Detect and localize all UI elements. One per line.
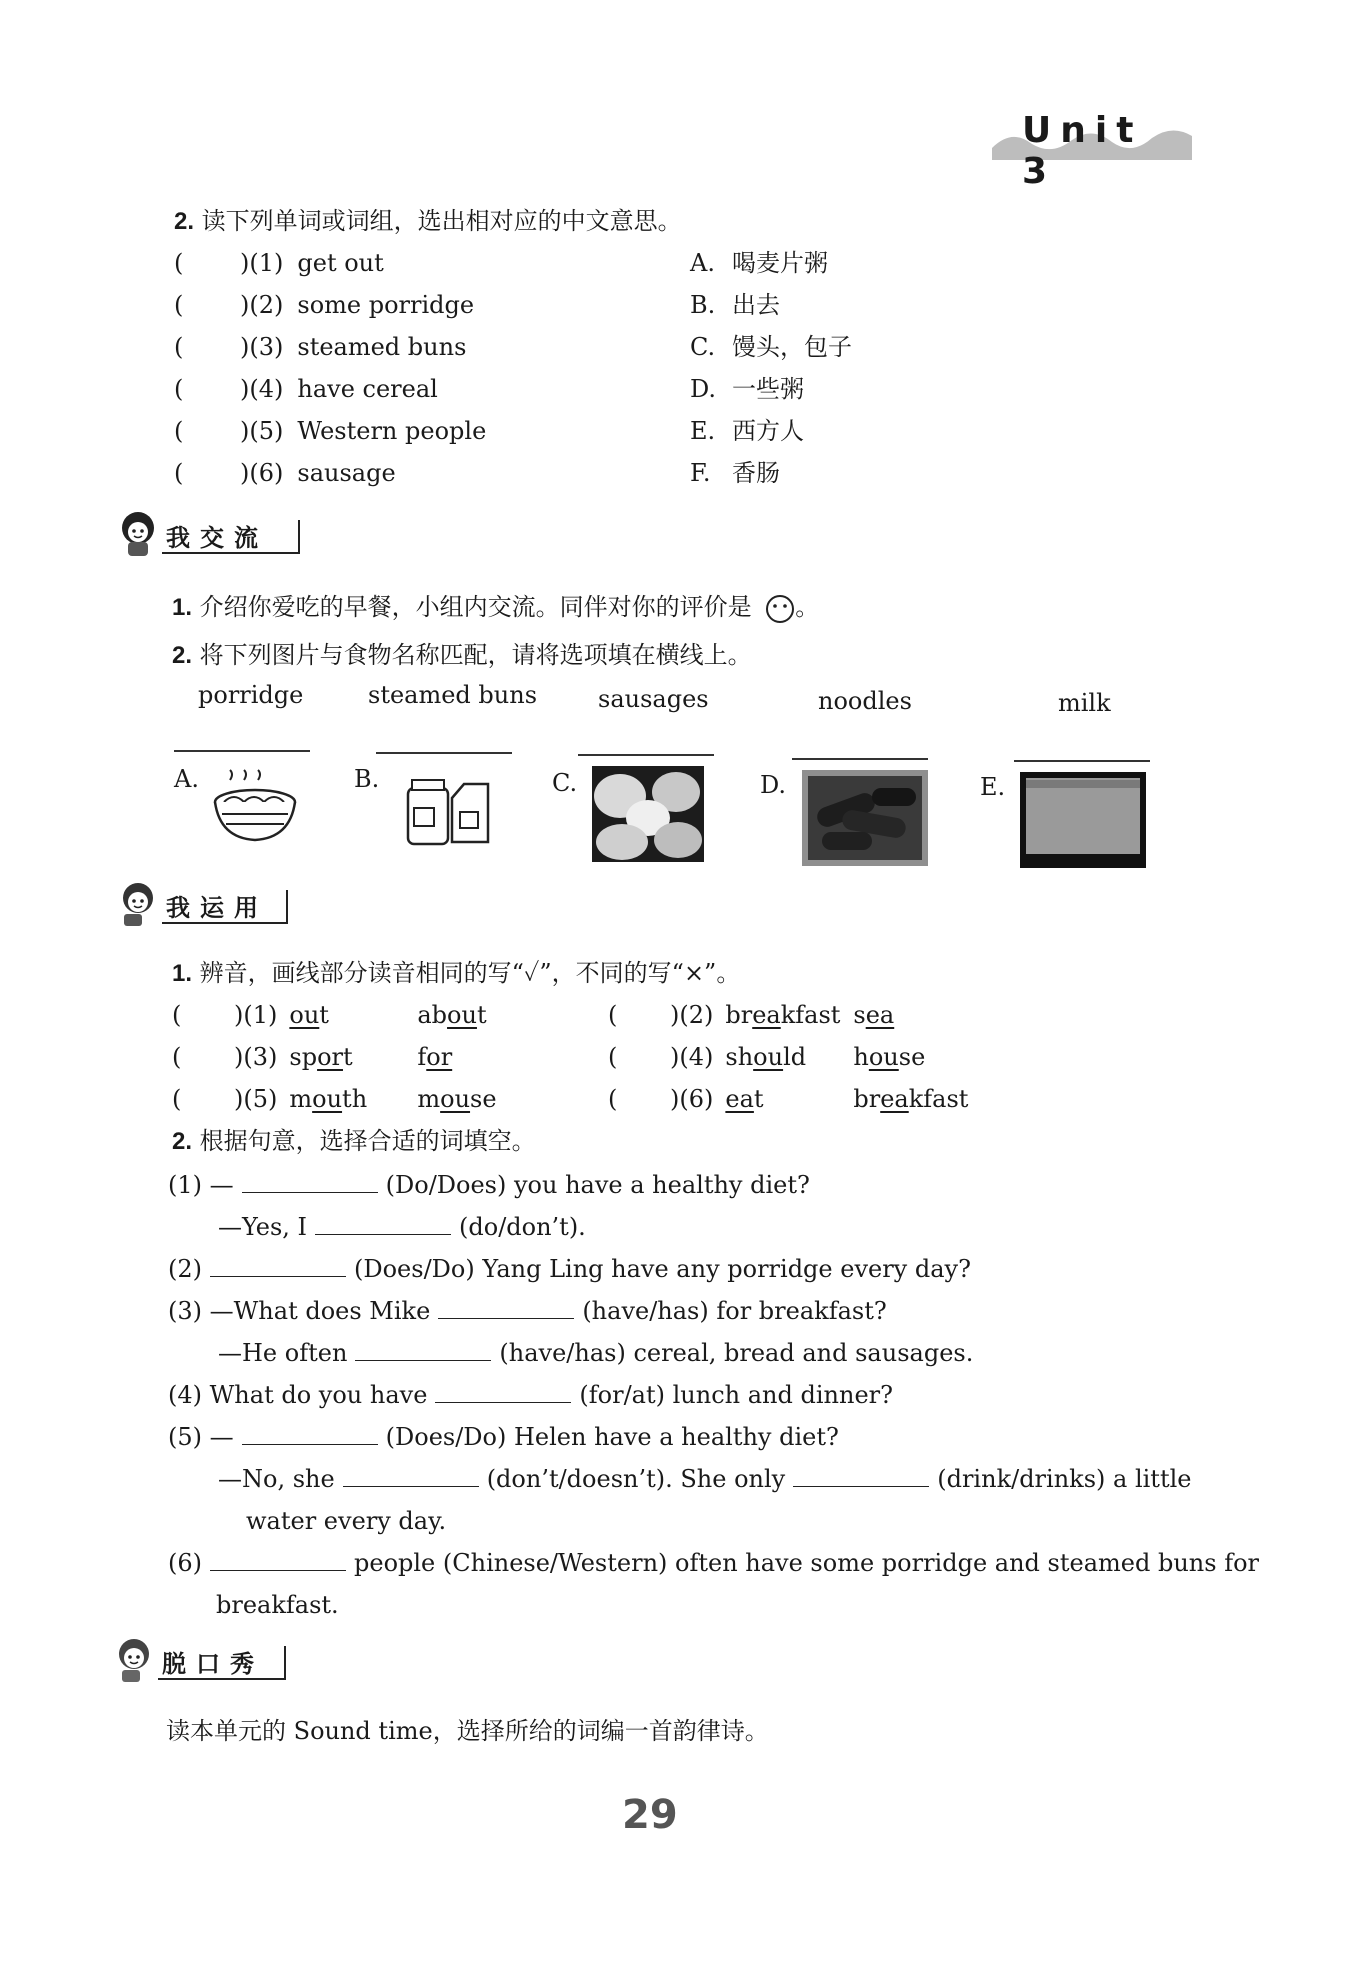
section-header-talk	[112, 1634, 292, 1682]
word-part: t	[319, 1001, 329, 1029]
use-q1	[172, 958, 740, 989]
picture-letter-e: E.	[980, 773, 1006, 801]
sentence-text: —He often	[218, 1339, 348, 1367]
chinese-meaning: 一些粥	[732, 375, 804, 403]
section1-question	[174, 206, 682, 237]
question-number: 2.	[174, 208, 195, 235]
word-two	[853, 1043, 925, 1071]
sentence-number: (3)	[168, 1297, 202, 1325]
matching-row	[174, 248, 384, 278]
answer-bracket[interactable]: (	[172, 1001, 182, 1029]
answer-line-sausages[interactable]	[578, 754, 714, 756]
underlined-part: or	[426, 1043, 453, 1071]
underlined-part: or	[317, 1043, 343, 1071]
word-part: kfast	[908, 1085, 969, 1113]
chinese-meaning: 香肠	[732, 459, 780, 487]
answer-bracket-close: )	[240, 333, 250, 361]
word-two	[417, 1085, 496, 1113]
answer-bracket[interactable]: (	[174, 291, 184, 319]
sausages-photo	[802, 770, 928, 866]
sentence-5b	[218, 1464, 1191, 1494]
matching-row	[174, 290, 474, 320]
sentence-5c: water every day.	[246, 1507, 447, 1535]
english-phrase: some porridge	[297, 291, 475, 319]
word-part: t	[476, 1001, 487, 1029]
answer-bracket-close: )	[234, 1085, 244, 1113]
answer-bracket-close: )	[670, 1085, 680, 1113]
english-phrase: have cereal	[297, 375, 438, 403]
food-name-porridge: porridge	[198, 681, 304, 709]
phonics-row	[172, 1042, 452, 1072]
item-number: (1)	[249, 249, 284, 277]
underlined-part: ou	[868, 1043, 899, 1071]
chinese-meaning: 出去	[732, 291, 780, 319]
word-one	[289, 1084, 417, 1114]
unit-title: Unit 3	[1022, 110, 1143, 192]
sentence-text: (have/has) cereal, bread and sausages.	[499, 1339, 974, 1367]
food-name-sausages: sausages	[598, 685, 709, 713]
question-number: 2.	[172, 1128, 193, 1155]
word-one	[725, 1084, 853, 1114]
underlined-part: ou	[447, 1001, 477, 1029]
option-letter: E.	[690, 417, 716, 445]
word-part: h	[853, 1043, 869, 1071]
exchange-q2	[172, 640, 752, 671]
unit-banner	[992, 108, 1192, 192]
sentence-text: (do/don’t).	[459, 1213, 586, 1241]
sentence-2	[168, 1254, 971, 1284]
matching-option	[690, 416, 804, 446]
underlined-part: ea	[880, 1085, 909, 1113]
word-one	[289, 1000, 417, 1030]
question-text: 辨音，画线部分读音相同的写“✓”，不同的写“×”。	[199, 959, 741, 987]
picture-letter-c: C.	[552, 769, 578, 797]
sentence-text: (Does/Do) Helen have a healthy diet?	[385, 1423, 839, 1451]
option-letter: D.	[690, 375, 717, 403]
answer-blank[interactable]	[242, 1422, 378, 1445]
answer-blank[interactable]	[793, 1464, 929, 1487]
answer-blank[interactable]	[435, 1380, 571, 1403]
answer-bracket[interactable]: (	[174, 417, 184, 445]
answer-line-porridge[interactable]	[174, 750, 310, 752]
sentence-6b: breakfast.	[216, 1591, 339, 1619]
sentence-text: (Do/Does) you have a healthy diet?	[385, 1171, 810, 1199]
item-number: (3)	[249, 333, 284, 361]
item-number: (2)	[679, 1001, 714, 1029]
phonics-row	[608, 1084, 968, 1114]
item-number: (1)	[243, 1001, 278, 1029]
word-part: br	[725, 1001, 753, 1029]
answer-blank[interactable]	[210, 1254, 346, 1277]
section-title: 我交流	[166, 524, 268, 552]
sentence-4	[168, 1380, 893, 1410]
item-number: (4)	[679, 1043, 714, 1071]
matching-option	[690, 332, 852, 362]
english-phrase: Western people	[297, 417, 487, 445]
phonics-row	[608, 1042, 925, 1072]
question-number: 1.	[172, 594, 193, 621]
option-letter: F.	[690, 459, 711, 487]
answer-bracket-close: )	[670, 1001, 680, 1029]
question-text: 介绍你爱吃的早餐，小组内交流。同伴对你的评价是	[199, 593, 752, 621]
porridge-photo	[1020, 772, 1146, 868]
sentence-1a	[168, 1170, 810, 1200]
word-two	[853, 1085, 968, 1113]
phonics-row	[172, 1084, 497, 1114]
answer-blank[interactable]	[315, 1212, 451, 1235]
answer-bracket-close: )	[234, 1043, 244, 1071]
dash: —	[209, 1423, 234, 1451]
item-number: (5)	[249, 417, 284, 445]
sentence-6	[168, 1548, 1259, 1578]
underlined-part: ou	[289, 1001, 320, 1029]
answer-blank[interactable]	[343, 1464, 479, 1487]
food-name-noodles: noodles	[818, 687, 912, 715]
section-header-exchange	[116, 508, 306, 556]
word-part: se	[470, 1085, 497, 1113]
use-q2	[172, 1126, 536, 1157]
word-part: s	[853, 1001, 866, 1029]
sentence-number: (6)	[168, 1549, 202, 1577]
option-letter: B.	[690, 291, 716, 319]
answer-bracket[interactable]: (	[174, 459, 184, 487]
answer-bracket[interactable]: (	[174, 333, 184, 361]
matching-row	[174, 332, 466, 362]
item-number: (4)	[249, 375, 284, 403]
english-phrase: sausage	[297, 459, 396, 487]
question-number: 2.	[172, 642, 193, 669]
sentence-number: (4)	[168, 1381, 202, 1409]
exchange-q1	[172, 592, 819, 624]
item-number: (2)	[249, 291, 284, 319]
word-two	[853, 1001, 894, 1029]
picture-letter-b: B.	[354, 765, 380, 793]
word-two	[417, 1043, 452, 1071]
item-number: (6)	[679, 1085, 714, 1113]
smiley-face-icon	[765, 594, 795, 624]
answer-line-steamed-buns[interactable]	[376, 752, 512, 754]
matching-option	[690, 458, 780, 488]
sentence-text: (drink/drinks) a little	[937, 1465, 1192, 1493]
page-number: 29	[622, 1792, 678, 1838]
english-phrase: get out	[297, 249, 384, 277]
answer-bracket-close: )	[240, 417, 250, 445]
option-letter: A.	[690, 249, 715, 277]
matching-option	[690, 248, 828, 278]
word-part: t	[342, 1043, 353, 1071]
answer-line-milk[interactable]	[1014, 760, 1150, 762]
word-part: sp	[289, 1043, 318, 1071]
sentence-number: (2)	[168, 1255, 202, 1283]
underlined-part: ou	[753, 1043, 784, 1071]
underlined-part: ea	[725, 1085, 754, 1113]
matching-row	[174, 416, 486, 446]
answer-bracket-close: )	[240, 459, 250, 487]
sentence-3b	[218, 1338, 973, 1368]
matching-option	[690, 290, 780, 320]
answer-bracket[interactable]: (	[608, 1001, 618, 1029]
answer-bracket[interactable]: (	[174, 375, 184, 403]
english-phrase: steamed buns	[297, 333, 467, 361]
sentence-number: (5)	[168, 1423, 202, 1451]
item-number: (3)	[243, 1043, 278, 1071]
word-part: th	[342, 1085, 368, 1113]
question-number: 1.	[172, 960, 193, 987]
food-name-milk: milk	[1058, 689, 1111, 717]
chinese-meaning: 西方人	[732, 417, 804, 445]
word-part: ab	[417, 1001, 448, 1029]
talk-instruction: 读本单元的 Sound time，选择所给的词编一首韵律诗。	[166, 1717, 769, 1745]
answer-bracket-close: )	[234, 1001, 244, 1029]
chinese-meaning: 喝麦片粥	[732, 249, 828, 277]
answer-bracket[interactable]: (	[172, 1043, 182, 1071]
word-one	[725, 1000, 853, 1030]
sentence-text: —No, she	[218, 1465, 335, 1493]
answer-bracket[interactable]: (	[172, 1085, 182, 1113]
answer-bracket[interactable]: (	[608, 1085, 618, 1113]
word-part: se	[898, 1043, 926, 1071]
sentence-text: (Does/Do) Yang Ling have any porridge every day?	[354, 1255, 971, 1283]
answer-blank[interactable]	[355, 1338, 491, 1361]
steamed-buns-photo	[592, 766, 704, 862]
question-end: 。	[795, 593, 820, 621]
sentence-3a	[168, 1296, 887, 1326]
mascot-icon	[112, 1634, 160, 1686]
question-text: 读下列单词或词组，选出相对应的中文意思。	[201, 207, 682, 235]
item-number: (6)	[249, 459, 284, 487]
word-two	[417, 1001, 486, 1029]
word-part: br	[853, 1085, 881, 1113]
dash: —	[209, 1171, 234, 1199]
word-part: sh	[725, 1043, 754, 1071]
word-part: ld	[783, 1043, 807, 1071]
food-name-steamed-buns: steamed buns	[368, 681, 538, 709]
word-part: t	[753, 1085, 764, 1113]
word-part: kfast	[780, 1001, 841, 1029]
sentence-text: people (Chinese/Western) often have some porridge and steamed buns for	[354, 1549, 1259, 1577]
answer-blank[interactable]	[242, 1170, 378, 1193]
answer-bracket-close: )	[240, 375, 250, 403]
word-part: m	[417, 1085, 441, 1113]
mascot-icon	[116, 508, 164, 560]
underlined-part: ou	[440, 1085, 471, 1113]
milk-cartons-icon	[404, 778, 492, 848]
word-one	[289, 1042, 417, 1072]
underlined-part: ea	[752, 1001, 781, 1029]
sentence-5a	[168, 1422, 839, 1452]
section-header-use	[116, 878, 296, 926]
answer-bracket[interactable]: (	[174, 249, 184, 277]
noodle-bowl-icon	[210, 762, 300, 844]
answer-line-noodles[interactable]	[792, 758, 928, 760]
phonics-row	[608, 1000, 894, 1030]
item-number: (5)	[243, 1085, 278, 1113]
picture-letter-d: D.	[760, 771, 787, 799]
answer-bracket-close: )	[670, 1043, 680, 1071]
sentence-text: What do you have	[209, 1381, 428, 1409]
word-part: m	[289, 1085, 313, 1113]
question-text: 将下列图片与食物名称匹配，请将选项填在横线上。	[199, 641, 752, 669]
answer-bracket-close: )	[240, 249, 250, 277]
sentence-1b	[218, 1212, 586, 1242]
question-text: 根据句意，选择合适的词填空。	[199, 1127, 536, 1155]
sentence-text: (for/at) lunch and dinner?	[579, 1381, 893, 1409]
answer-bracket[interactable]: (	[608, 1043, 618, 1071]
matching-row	[174, 458, 396, 488]
section-title: 我运用	[166, 894, 268, 922]
underlined-part: ou	[312, 1085, 343, 1113]
section-title: 脱口秀	[162, 1650, 264, 1678]
chinese-meaning: 馒头，包子	[732, 333, 852, 361]
word-part: f	[417, 1043, 427, 1071]
sentence-text: —What does Mike	[209, 1297, 431, 1325]
matching-row	[174, 374, 438, 404]
picture-letter-a: A.	[174, 765, 199, 793]
sentence-text: (don’t/doesn’t). She only	[486, 1465, 786, 1493]
word-one	[725, 1042, 853, 1072]
sentence-number: (1)	[168, 1171, 202, 1199]
underlined-part: ea	[865, 1001, 895, 1029]
answer-blank[interactable]	[210, 1548, 346, 1571]
phonics-row	[172, 1000, 487, 1030]
sentence-text: —Yes, I	[218, 1213, 308, 1241]
mascot-icon	[116, 878, 164, 930]
answer-blank[interactable]	[438, 1296, 574, 1319]
answer-bracket-close: )	[240, 291, 250, 319]
sentence-text: (have/has) for breakfast?	[582, 1297, 887, 1325]
matching-option	[690, 374, 804, 404]
option-letter: C.	[690, 333, 716, 361]
